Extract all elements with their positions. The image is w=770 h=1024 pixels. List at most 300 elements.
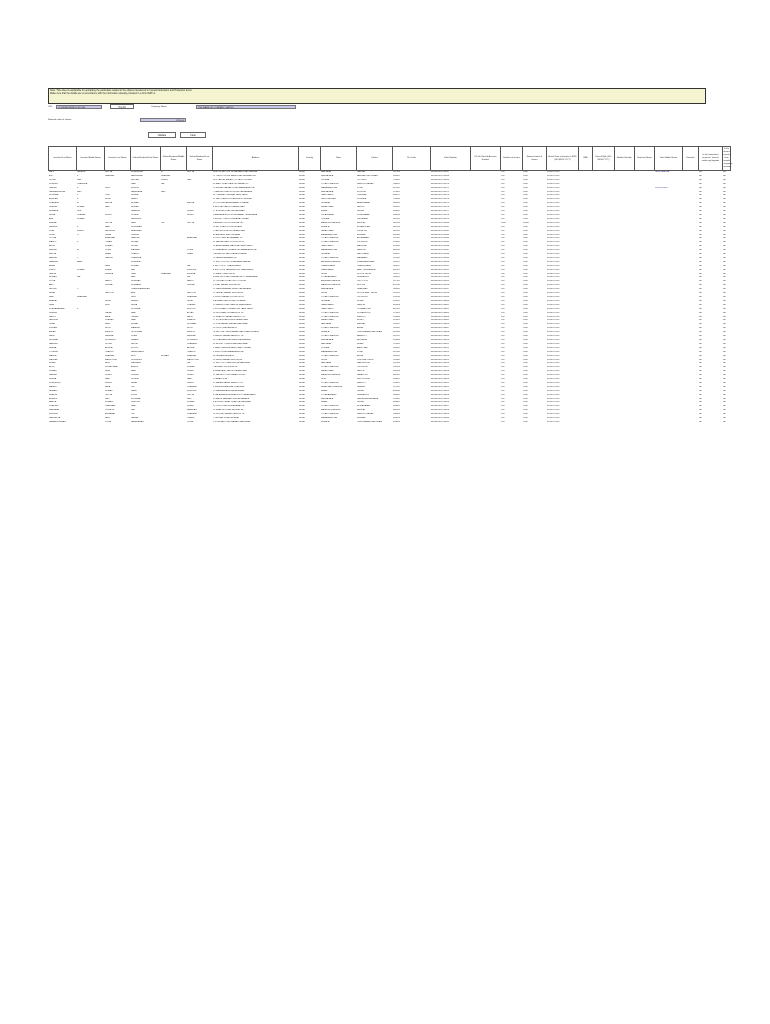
table-cell[interactable]: RAGHAVENDRA	[49, 190, 65, 193]
table-cell[interactable]: 200	[501, 237, 505, 240]
table-cell[interactable]: 200	[501, 366, 505, 369]
table-cell[interactable]: INDIA	[299, 206, 305, 209]
table-cell[interactable]: K	[77, 186, 79, 189]
table-cell[interactable]: IN30002011234618	[431, 370, 450, 373]
table-cell[interactable]: IN30002011234592	[431, 268, 450, 271]
table-cell[interactable]: DELHI	[321, 292, 328, 295]
table-cell[interactable]: PRAKASH	[187, 385, 197, 388]
table-cell[interactable]: IYER	[105, 194, 110, 197]
table-cell[interactable]: 831001	[393, 268, 400, 271]
table-cell[interactable]: No	[699, 405, 702, 408]
table-cell[interactable]: 09-NOV-2022	[547, 358, 560, 361]
table-cell[interactable]: JAIN	[105, 206, 110, 209]
table-cell[interactable]: N	[161, 171, 163, 173]
table-cell[interactable]: 7 ALKAPURI VADODARA GUJARAT	[213, 253, 247, 256]
table-cell[interactable]: 200	[501, 307, 505, 310]
table-cell[interactable]: 2000	[523, 268, 528, 271]
table-cell[interactable]: KALYAN	[131, 178, 139, 181]
table-cell[interactable]: 13 KANKE ROAD RANCHI JHARKHAND	[213, 303, 252, 306]
table-cell[interactable]: 09-NOV-2022	[547, 315, 560, 318]
table-cell[interactable]: PRAKASH	[187, 342, 197, 345]
table-cell[interactable]: PILLAI	[105, 421, 112, 423]
table-cell[interactable]: IN30002011234630	[431, 417, 450, 420]
table-cell[interactable]: KRISHNA	[131, 307, 141, 310]
table-cell[interactable]: 09-NOV-2022	[547, 389, 560, 392]
table-cell[interactable]: KUMAR	[77, 268, 85, 271]
table-cell[interactable]: No	[723, 354, 726, 357]
table-cell[interactable]: 09-NOV-2022	[547, 397, 560, 400]
table-cell[interactable]: 09-NOV-2022	[547, 253, 560, 256]
table-cell[interactable]: MADHYA PRADESH	[321, 374, 341, 377]
table-cell[interactable]: TAMIL NADU	[321, 245, 334, 248]
table-cell[interactable]: INDIA	[299, 307, 305, 310]
table-cell[interactable]: 2000	[523, 354, 528, 357]
table-cell[interactable]: INDIA	[299, 366, 305, 369]
table-cell[interactable]: 2000	[523, 178, 528, 181]
table-cell[interactable]: IN30002011234578	[431, 213, 450, 216]
table-cell[interactable]: 21 LAJPAT NAGAR NEW DELHI	[213, 292, 244, 295]
table-cell[interactable]: SHANKAR	[187, 296, 198, 298]
table-cell[interactable]: No	[723, 210, 726, 213]
table-cell[interactable]: 09-NOV-2022	[547, 233, 560, 236]
table-cell[interactable]: PATIL	[105, 186, 111, 189]
table-cell[interactable]: 2000	[523, 256, 528, 259]
table-cell[interactable]: MEERUT	[357, 315, 366, 318]
table-cell[interactable]: 18 TILAKWADI BELGAUM KARNATAKA	[213, 338, 251, 341]
table-cell[interactable]: 132001	[393, 323, 400, 326]
table-cell[interactable]: KARNATAKA	[321, 174, 334, 177]
table-cell[interactable]: No	[723, 264, 726, 267]
table-cell[interactable]: IN30002011234607	[431, 327, 450, 330]
table-cell[interactable]: JAGDISH	[49, 319, 59, 322]
table-cell[interactable]: No	[699, 393, 702, 396]
table-cell[interactable]: 09-NOV-2022	[547, 409, 560, 412]
table-cell[interactable]: 200	[501, 346, 505, 349]
table-cell[interactable]: 221005	[393, 256, 400, 259]
table-cell[interactable]: NAIR	[105, 225, 110, 228]
table-cell[interactable]: ARORA	[105, 346, 113, 349]
table-cell[interactable]: DAS	[187, 178, 192, 181]
table-cell[interactable]: No	[723, 393, 726, 396]
table-cell[interactable]: RAO	[105, 397, 110, 400]
table-cell[interactable]: RAMAKRISHNAN	[49, 421, 66, 423]
clear-button[interactable]: Clear	[180, 132, 206, 138]
table-cell[interactable]: 800001	[393, 210, 400, 213]
table-cell[interactable]: AGARWAL	[105, 237, 116, 240]
table-cell[interactable]: 250004	[393, 315, 400, 318]
table-cell[interactable]: 2000	[523, 284, 528, 287]
table-cell[interactable]: PANIPAT	[357, 171, 366, 173]
table-cell[interactable]: 400026	[393, 417, 400, 420]
validate-button[interactable]: Validate	[148, 132, 176, 138]
table-cell[interactable]: 282002	[393, 327, 400, 330]
table-cell[interactable]: BALA	[105, 385, 111, 388]
table-cell[interactable]: SAXENA	[187, 335, 196, 338]
table-cell[interactable]: SHIMLA	[357, 385, 365, 388]
table-cell[interactable]: No	[723, 327, 726, 330]
table-cell[interactable]: 22 GTB NAGAR KARNAL HARYANA	[213, 323, 248, 326]
table-cell[interactable]: PILLAI	[187, 421, 194, 423]
table-cell[interactable]: INDIA	[299, 323, 305, 326]
table-cell[interactable]: 2000	[523, 385, 528, 388]
table-cell[interactable]: No	[723, 202, 726, 205]
table-cell[interactable]: 12 THIRD CROSS MAIN ROAD BENGALURU	[213, 174, 257, 177]
table-cell[interactable]: No	[699, 245, 702, 248]
table-cell[interactable]: No	[699, 256, 702, 259]
table-cell[interactable]: 200	[501, 323, 505, 326]
table-cell[interactable]: 834008	[393, 303, 400, 306]
table-cell[interactable]: OM	[131, 413, 135, 416]
table-cell[interactable]: 44 ANDHERI EAST MUMBAI	[213, 233, 240, 236]
table-cell[interactable]: 2000	[523, 307, 528, 310]
table-cell[interactable]: 09-NOV-2022	[547, 237, 560, 240]
table-cell[interactable]: No	[723, 249, 726, 252]
table-cell[interactable]: MURTHY	[187, 307, 196, 310]
table-cell[interactable]: 5 PANAJI GOA	[213, 378, 228, 381]
table-cell[interactable]: No	[723, 362, 726, 365]
table-cell[interactable]: 200	[501, 409, 505, 412]
table-cell[interactable]: AHMEDABAD	[357, 202, 371, 205]
table-cell[interactable]: PATEL	[105, 299, 112, 302]
table-cell[interactable]: AMIT	[49, 284, 54, 287]
table-cell[interactable]: 2000	[523, 342, 528, 345]
table-cell[interactable]: 7 ALIGANJ LUCKNOW UP	[213, 366, 238, 369]
table-cell[interactable]: No	[723, 194, 726, 197]
table-cell[interactable]: INDIA	[299, 225, 305, 228]
table-cell[interactable]: PANKAJ	[49, 374, 57, 377]
table-cell[interactable]: RAJ	[131, 268, 135, 271]
table-cell[interactable]: IN30002011234605	[431, 319, 450, 322]
table-cell[interactable]: VADODARA	[357, 253, 369, 256]
table-cell[interactable]: MEERUT	[357, 381, 366, 384]
table-cell[interactable]: No	[723, 299, 726, 302]
table-cell[interactable]: PUNE	[357, 186, 363, 189]
table-cell[interactable]: SURAT	[357, 299, 364, 302]
table-cell[interactable]: 5 MODEL TOWN LUDHIANA PUNJAB	[213, 217, 249, 220]
table-cell[interactable]: 09-NOV-2022	[547, 276, 560, 279]
table-cell[interactable]: KUMAR	[105, 245, 113, 248]
table-cell[interactable]: PRIYA	[49, 280, 56, 283]
table-cell[interactable]: ANJALI	[49, 331, 57, 334]
table-cell[interactable]: IN30002011234585	[431, 241, 450, 244]
table-cell[interactable]: INDIA	[299, 381, 305, 384]
table-cell[interactable]: SHARMA	[105, 354, 114, 357]
table-cell[interactable]: 590006	[393, 338, 400, 341]
table-cell[interactable]: 2000	[523, 237, 528, 240]
table-cell[interactable]: IN30002011234609	[431, 335, 450, 338]
table-cell[interactable]: 09-NOV-2022	[547, 194, 560, 197]
table-cell[interactable]: HARYANA	[321, 171, 331, 173]
table-cell[interactable]: No	[699, 296, 702, 298]
table-cell[interactable]: NAGPUR	[357, 249, 366, 252]
table-cell[interactable]: 208001	[393, 182, 400, 185]
table-cell[interactable]	[615, 421, 635, 425]
table-cell[interactable]: IN30002011234584	[431, 237, 450, 240]
table-cell[interactable]: PREM	[131, 335, 138, 338]
table-cell[interactable]: CENTRAL DELHI	[357, 358, 374, 361]
table-cell[interactable]: No	[723, 233, 726, 236]
table-cell[interactable]: SATYA	[131, 342, 138, 345]
table-cell[interactable]: TAMIL NADU	[321, 194, 334, 197]
table-cell[interactable]: 200	[501, 405, 505, 408]
table-cell[interactable]: 12 TIRUPATI ROAD CHITTOOR AP	[213, 280, 247, 283]
table-cell[interactable]: 2000	[523, 198, 528, 201]
table-cell[interactable]: 200	[501, 288, 505, 291]
table-cell[interactable]: 200	[501, 311, 505, 314]
table-cell[interactable]: RAO	[77, 190, 82, 193]
table-cell[interactable]: INDIA	[299, 202, 305, 205]
table-cell[interactable]: 12 SECTOR 9 PANCHKULA HARYANA	[213, 362, 250, 365]
table-cell[interactable]: SINGH	[187, 381, 194, 384]
table-cell[interactable]: INDIA	[299, 268, 305, 271]
table-cell[interactable]: RAO	[161, 190, 166, 193]
table-cell[interactable]: USHA	[49, 323, 55, 326]
table-cell[interactable]: KUMAR	[77, 217, 85, 220]
table-cell[interactable]: 200	[501, 264, 505, 267]
table-cell[interactable]: 17 KOTA ROAD BUNDI RAJASTHAN	[213, 319, 248, 322]
table-cell[interactable]: 2000	[523, 331, 528, 334]
table-cell[interactable]: IN30002011234612	[431, 346, 450, 349]
table-cell[interactable]: IN30002011234614	[431, 354, 450, 357]
table-cell[interactable]: UTTAR PRADESH	[321, 241, 339, 244]
table-cell[interactable]: IN30002011234608	[431, 331, 450, 334]
table-cell[interactable]: 200	[501, 178, 505, 181]
table-cell[interactable]: UMESH	[49, 186, 57, 189]
table-cell[interactable]: HARI	[131, 221, 136, 224]
table-cell[interactable]: 2000	[523, 206, 528, 209]
table-cell[interactable]: 09-NOV-2022	[547, 374, 560, 377]
table-cell[interactable]: SINGH	[161, 178, 168, 181]
table-cell[interactable]: 2000	[523, 323, 528, 326]
table-cell[interactable]: M	[77, 249, 79, 252]
table-cell[interactable]: No	[699, 370, 702, 373]
table-cell[interactable]: SHAH	[187, 253, 193, 256]
table-cell[interactable]: MAMTA	[49, 354, 57, 357]
table-cell[interactable]: MANOJ	[49, 241, 57, 244]
table-cell[interactable]: LATA	[105, 370, 110, 373]
table-cell[interactable]: INDIA	[299, 245, 305, 248]
table-cell[interactable]: No	[699, 198, 702, 201]
table-cell[interactable]: GOPAL	[131, 245, 139, 248]
table-cell[interactable]: DAKSHINA KANNADA	[357, 397, 379, 400]
table-cell[interactable]: KARNATAKA	[321, 397, 334, 400]
table-cell[interactable]: DEHRADUN	[357, 393, 369, 396]
table-cell[interactable]: No	[699, 249, 702, 252]
table-cell[interactable]: INDIA	[299, 303, 305, 306]
table-cell[interactable]: No	[723, 338, 726, 341]
table-cell[interactable]: No	[699, 421, 702, 423]
table-cell[interactable]: No	[723, 397, 726, 400]
table-cell[interactable]: 2000	[523, 229, 528, 232]
table-cell[interactable]	[635, 421, 655, 425]
table-cell[interactable]: 452010	[393, 284, 400, 287]
table-cell[interactable]: DEHRADUN	[357, 276, 369, 279]
table-cell[interactable]: 2000	[523, 288, 528, 291]
table-cell[interactable]: ANDHRA PRADESH	[321, 260, 341, 263]
table-cell[interactable]: JAYA SHARMA	[655, 171, 670, 173]
table-cell[interactable]: 2000	[523, 299, 528, 302]
table-cell[interactable]: 8 RAJA PARK JAIPUR RAJASTHAN	[213, 370, 247, 373]
table-cell[interactable]: AMRITSAR	[357, 346, 368, 349]
table-cell[interactable]: No	[723, 401, 726, 404]
table-cell[interactable]: 09-NOV-2022	[547, 296, 560, 298]
table-cell[interactable]: 200	[501, 260, 505, 263]
table-cell[interactable]: 14/2 PALTAN BAZAR CUTTACK ODISHA	[213, 178, 252, 181]
table-cell[interactable]: 20000	[523, 221, 529, 224]
table-cell[interactable]: THIRUVANANTHAPURAM	[357, 331, 383, 334]
table-cell[interactable]: INDIA	[299, 358, 305, 361]
table-cell[interactable]: UMA	[131, 272, 136, 275]
table-cell[interactable]: KERALA	[321, 331, 330, 334]
table-cell[interactable]: 09-NOV-2022	[547, 370, 560, 373]
table-cell[interactable]: 403001	[393, 378, 400, 381]
table-cell[interactable]: INDIA	[299, 342, 305, 345]
table-cell[interactable]: 09-NOV-2022	[547, 421, 560, 423]
table-cell[interactable]: RAM	[131, 405, 136, 408]
table-cell[interactable]: 200	[501, 268, 505, 271]
table-cell[interactable]: JABALPUR	[357, 374, 368, 377]
table-cell[interactable]: 462016	[393, 221, 400, 224]
table-cell[interactable]: No	[699, 284, 702, 287]
table-cell[interactable]: 2000	[523, 413, 528, 416]
table-cell[interactable]: No	[699, 288, 702, 291]
table-cell[interactable]: No	[723, 303, 726, 306]
table-cell[interactable]: 3 RANJIT AVENUE AMRITSAR PUNJAB	[213, 346, 251, 349]
table-cell[interactable]: KARNATAKA	[321, 288, 334, 291]
table-cell[interactable]: V	[77, 194, 79, 197]
table-cell[interactable]: 09-NOV-2022	[547, 381, 560, 384]
table-cell[interactable]: VENKAT	[131, 194, 140, 197]
table-cell[interactable]: No	[699, 233, 702, 236]
table-cell[interactable]: MISHRA	[105, 272, 114, 275]
table-cell[interactable]: IN30002011234575	[431, 202, 450, 205]
table-cell[interactable]: INDIA	[299, 178, 305, 181]
table-cell[interactable]: No	[699, 280, 702, 283]
table-cell[interactable]: DHARWAD	[357, 288, 368, 291]
table-cell[interactable]: IN30002011234583	[431, 233, 450, 236]
table-cell[interactable]: IN30002011234588	[431, 253, 450, 256]
table-cell[interactable]: JAGAT	[131, 381, 138, 384]
table-cell[interactable]: No	[699, 194, 702, 197]
table-cell[interactable]: No	[699, 362, 702, 365]
table-cell[interactable]: 6 ATHWA LINES SURAT GUJARAT	[213, 299, 246, 302]
table-cell[interactable]: 2000	[523, 374, 528, 377]
table-cell[interactable]: S	[77, 198, 79, 201]
table-cell[interactable]: No	[699, 299, 702, 302]
table-cell[interactable]: DEEPAK	[49, 206, 58, 209]
table-cell[interactable]: CHANDRA	[77, 182, 88, 185]
table-cell[interactable]: 09-NOV-2022	[547, 174, 560, 177]
table-cell[interactable]: RAMESH	[131, 210, 140, 213]
table-cell[interactable]: SAMIR	[131, 198, 138, 201]
table-cell[interactable]: 09-NOV-2022	[547, 272, 560, 275]
table-cell[interactable]: KUMAR	[187, 366, 195, 369]
table-cell[interactable]: JODHPUR	[357, 229, 368, 232]
table-cell[interactable]: VIJAY	[49, 229, 55, 232]
table-cell[interactable]: 200	[501, 233, 505, 236]
table-cell[interactable]: 132103	[393, 171, 400, 173]
table-cell[interactable]: INDIA	[299, 417, 305, 420]
table-cell[interactable]: No	[723, 358, 726, 361]
table-cell[interactable]: 2000	[523, 362, 528, 365]
table-cell[interactable]: 09-NOV-2022	[547, 401, 560, 404]
table-cell[interactable]: 2000	[523, 358, 528, 361]
table-cell[interactable]: INDIA	[299, 229, 305, 232]
table-cell[interactable]: No	[723, 186, 726, 189]
table-cell[interactable]: IN30002011234567	[431, 171, 450, 173]
table-cell[interactable]: SOUTH DELHI	[357, 272, 371, 275]
table-cell[interactable]: RAGHUNATH	[131, 350, 145, 353]
table-cell[interactable]: BRIJ	[131, 354, 136, 357]
table-cell[interactable]: 09-NOV-2022	[547, 405, 560, 408]
table-cell[interactable]: UTTAR PRADESH	[321, 405, 339, 408]
table-cell[interactable]: MENON	[105, 331, 113, 334]
table-cell[interactable]: MORADABAD	[357, 405, 371, 408]
table-cell[interactable]: INDIA	[299, 260, 305, 263]
table-cell[interactable]: MEHTA	[105, 202, 113, 205]
table-cell[interactable]: IN30002011234610	[431, 338, 450, 341]
table-cell[interactable]: DESAI	[105, 233, 112, 236]
table-cell[interactable]: K	[77, 241, 79, 244]
table-cell[interactable]: PRASAD	[105, 319, 114, 322]
table-cell[interactable]: HEMANT	[49, 389, 58, 392]
table-cell[interactable]: MEHTA	[187, 202, 195, 205]
table-cell[interactable]: INDIA	[299, 397, 305, 400]
table-cell[interactable]: INDIA	[299, 374, 305, 377]
table-cell[interactable]: INDIA	[299, 413, 305, 416]
table-cell[interactable]: 2000	[523, 202, 528, 205]
table-cell[interactable]: 2000	[523, 225, 528, 228]
table-cell[interactable]: No	[699, 323, 702, 326]
table-cell[interactable]: AGARWAL	[187, 237, 198, 240]
table-cell[interactable]: 411005	[393, 186, 400, 189]
table-cell[interactable]: INDIA	[299, 327, 305, 330]
table-cell[interactable]: 09-NOV-2022	[547, 260, 560, 263]
table-cell[interactable]: HARI	[131, 370, 136, 373]
table-cell[interactable]: 200	[501, 350, 505, 353]
table-cell[interactable]: IN30002011234589	[431, 256, 450, 259]
table-cell[interactable]: INDIA	[299, 272, 305, 275]
table-cell[interactable]: HARYANA	[321, 362, 331, 365]
table-cell[interactable]: 302004	[393, 370, 400, 373]
table-cell[interactable]: 380009	[393, 202, 400, 205]
table-cell[interactable]: RAJIV	[49, 335, 55, 338]
table-cell[interactable]: 390007	[393, 253, 400, 256]
table-cell[interactable]: KRISHNA	[131, 397, 141, 400]
table-cell[interactable]: DEVI	[77, 210, 82, 213]
table-cell[interactable]: No	[699, 401, 702, 404]
table-cell[interactable]: 200	[501, 421, 505, 423]
table-cell[interactable]: 4 DALANWALA DEHRADUN UTTARAKHAND	[213, 393, 256, 396]
table-cell[interactable]: 200	[501, 171, 505, 173]
table-cell[interactable]: 27 MVP COLONY VISAKHAPATNAM AP	[213, 260, 251, 263]
table-cell[interactable]: 09-NOV-2022	[547, 362, 560, 365]
table-cell[interactable]: KULDIP	[131, 346, 139, 349]
table-cell[interactable]: IN30002011234631	[431, 421, 450, 423]
table-cell[interactable]: 09-NOV-2022	[547, 186, 560, 189]
table-cell[interactable]: 200	[501, 206, 505, 209]
table-cell[interactable]: No	[723, 198, 726, 201]
table-cell[interactable]: No	[723, 413, 726, 416]
table-cell[interactable]: 2000	[523, 241, 528, 244]
table-cell[interactable]: UTTAR PRADESH	[321, 413, 339, 416]
table-cell[interactable]: No	[699, 319, 702, 322]
table-cell[interactable]: 2000	[523, 350, 528, 353]
table-cell[interactable]: 19 SAKET NEW DELHI	[213, 272, 235, 275]
table-cell[interactable]: UTTAR PRADESH	[321, 366, 339, 369]
table-cell[interactable]: 09-NOV-2022	[547, 303, 560, 306]
table-cell[interactable]: 171001	[393, 385, 400, 388]
